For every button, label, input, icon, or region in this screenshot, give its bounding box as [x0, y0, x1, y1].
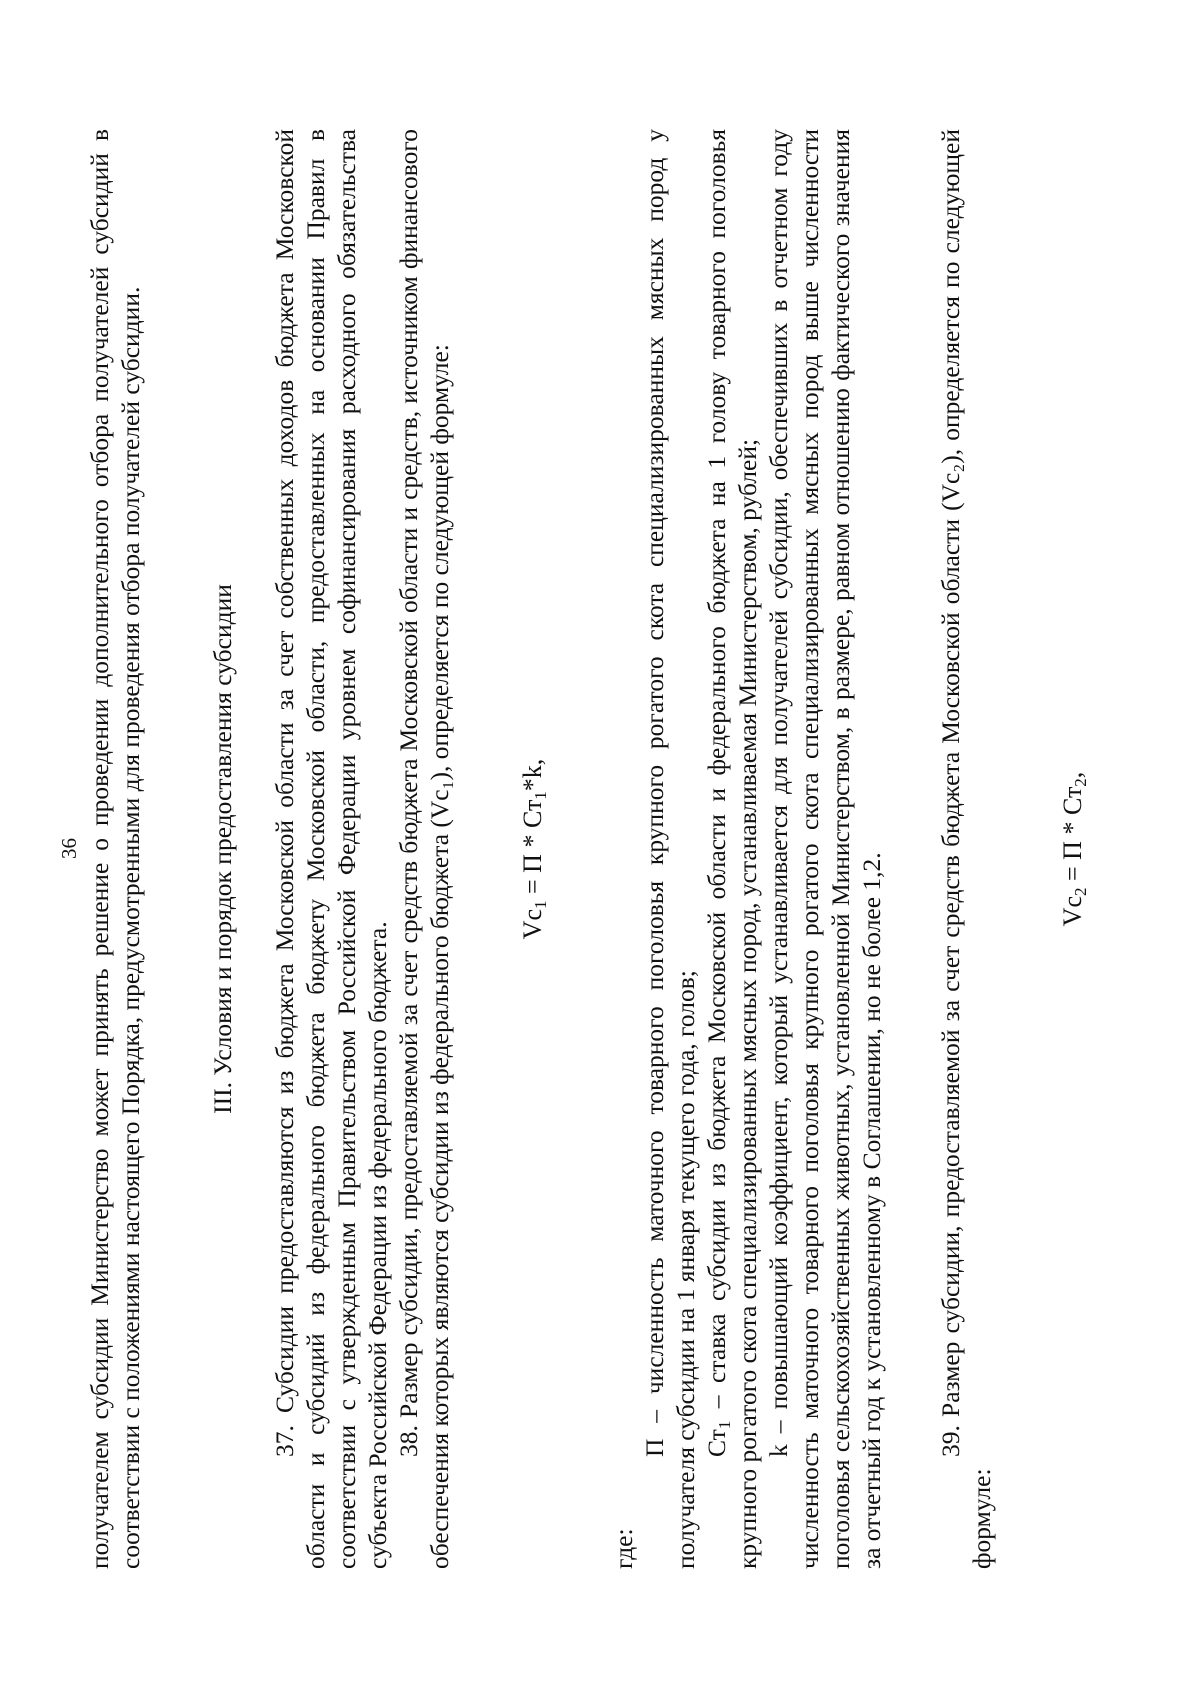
formula-vc2-mid: = П * Ст [1058, 786, 1087, 888]
paragraph-39: 39. Размер субсидии, предоставляемой за счет средств бюджета Московской области (Vс₂), определяется по следующей формуле: [936, 129, 996, 1569]
paragraph-intro: получателем субсидии Министерство может принять решение о проведении дополнительного отбора получателей субсидий в соответствии с положениями настоящего Порядка, предусмотренными для проведения отбора получателей субсидии. [85, 129, 145, 1569]
section-heading: III. Условия и порядок предоставления субсидии [208, 584, 237, 1114]
formula-vc2-rhs: , [1058, 771, 1087, 779]
formula-vc2 [1057, 129, 1088, 1569]
formula-vc1-lhs-sub: 1 [531, 900, 550, 909]
definition-st1 [701, 129, 763, 1569]
formula-vc2-lhs-sub: 2 [1071, 887, 1090, 896]
formula-vc1-mid-sub: 1 [531, 791, 550, 800]
definition-k: k – повышающий коэффициент, который устанавливается для получателей субсидии, обеспечивших в отчетном году численность маточного товарного поголовья крупного рогатого скота специализированных мясных пород выше численности поголовья сельскохозяйственных животных, установленной Министерством, в размере, равном отношению фактического значения за отчетный год к установленному в Соглашении, но не более 1,2. [764, 129, 886, 1569]
formula-vc1 [517, 129, 548, 1569]
page-number: 36 [57, 838, 81, 859]
document-body [84, 129, 1088, 1569]
definition-st1-symbol: Ст [702, 1429, 731, 1457]
paragraph-38: 38. Размер субсидии, предоставляемой за счет средств бюджета Московской области и средств, источником финансового обеспечения которых являются субсидии из федерального бюджета (Vс₁), определяется по следующей формуле: [394, 129, 454, 1569]
definition-p: П – численность маточного товарного поголовья крупного рогатого скота специализированных мясных пород у получателя субсидии на 1 января текущего года, голов; [640, 129, 700, 1569]
formula-vc1-lhs: Vс [518, 909, 547, 940]
formula-vc1-rhs: *k, [518, 758, 547, 792]
where-label: где: [609, 1528, 638, 1569]
formula-vc1-mid: = П * Ст [518, 799, 547, 901]
definition-st1-sub: 1 [715, 1420, 734, 1430]
formula-vc2-mid-sub: 2 [1071, 778, 1090, 787]
formula-vc2-lhs: Vс [1058, 896, 1087, 927]
paragraph-37: 37. Субсидии предоставляются из бюджета Московской области за счет собственных доходов бюджета Московской области и субсидий из федерального бюджета бюджету Московской области, предоставленных на основании Правил в соответствии с утвержденным Правительством Российской Федерации уровнем софинансирования расходного обязательства субъекта Российской Федерации из федерального бюджета. [270, 129, 392, 1569]
definition-st1-text: – ставка субсидии из бюджета Московской области и федерального бюджета на 1 голову товарного поголовья крупного рогатого скота специализированных мясных пород, устанавливаемая Министерством, рублей; [702, 129, 762, 1569]
